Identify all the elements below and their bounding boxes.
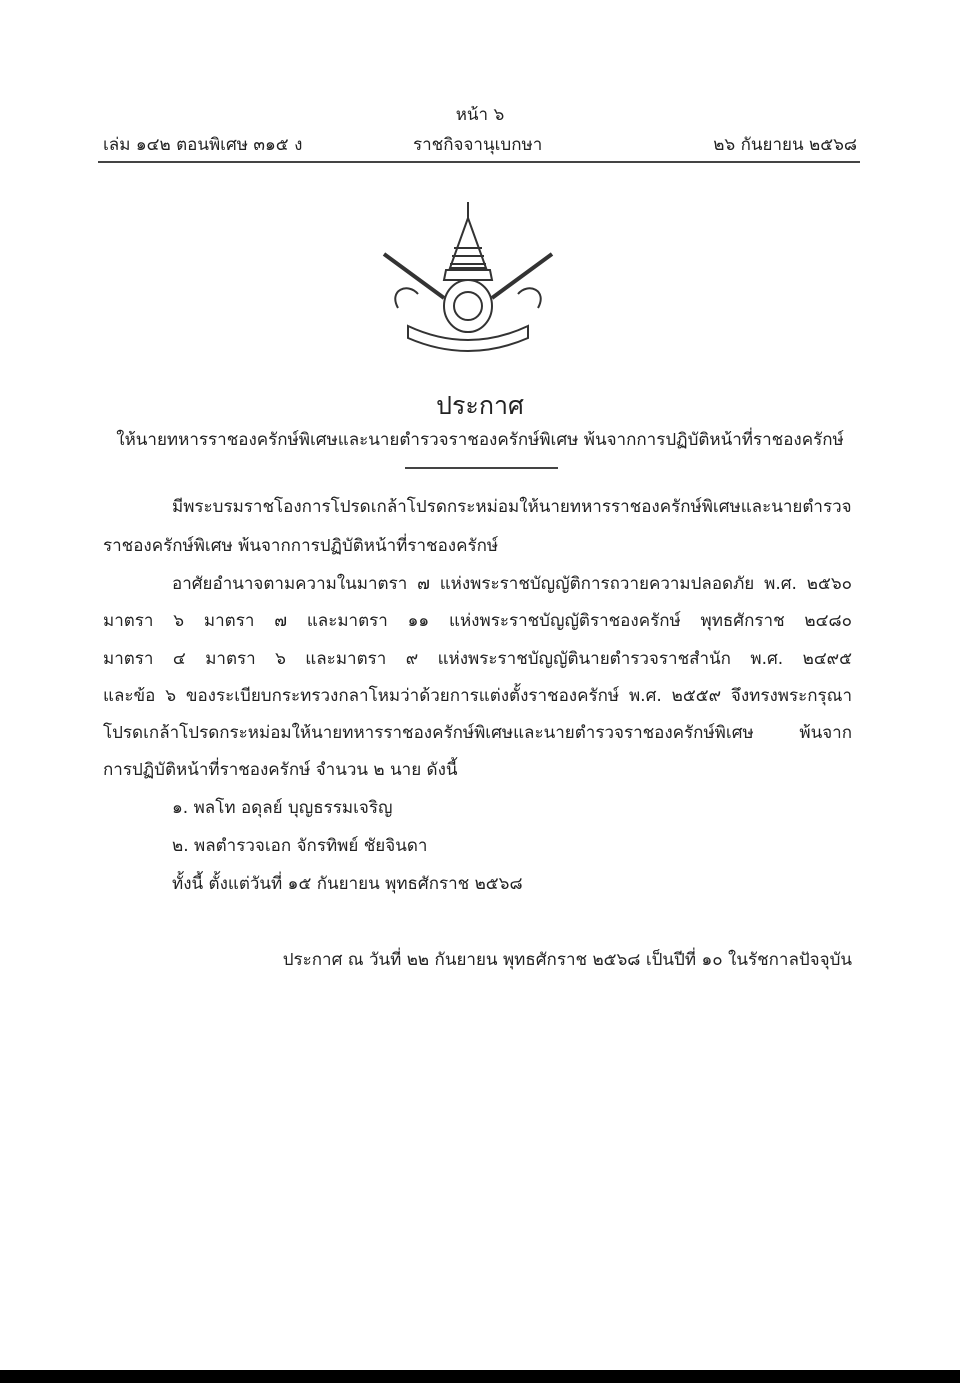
- publication-date: ๒๖ กันยายน ๒๕๖๘: [713, 135, 857, 155]
- paragraph-line: อาศัยอำนาจตามความในมาตรา ๗ แห่งพระราชบัญญัติการถวายความปลอดภัย พ.ศ. ๒๕๖๐: [172, 574, 852, 594]
- paragraph-line: โปรดเกล้าโปรดกระหม่อมให้นายทหารราชองครักษ์พิเศษและนายตำรวจราชองครักษ์พิเศษ พ้นจาก: [103, 723, 852, 743]
- announcement-title: ประกาศ: [436, 391, 524, 420]
- paragraph-line: มาตรา ๔ มาตรา ๖ และมาตรา ๙ แห่งพระราชบัญญัตินายตำรวจราชสำนัก พ.ศ. ๒๔๙๕: [103, 649, 852, 669]
- title-divider: [405, 467, 558, 469]
- publication-name: ราชกิจจานุเบกษา: [413, 135, 543, 155]
- paragraph-line: มีพระบรมราชโองการโปรดเกล้าโปรดกระหม่อมให้นายทหารราชองครักษ์พิเศษและนายตำรวจ: [172, 497, 852, 517]
- volume-issue: เล่ม ๑๔๒ ตอนพิเศษ ๓๑๕ ง: [103, 135, 303, 155]
- paragraph-line: และข้อ ๖ ของระเบียบกระทรวงกลาโหมว่าด้วยการแต่งตั้งราชองครักษ์ พ.ศ. ๒๕๕๙ จึงทรงพระกรุณา: [103, 686, 852, 706]
- effective-date: ทั้งนี้ ตั้งแต่วันที่ ๑๕ กันยายน พุทธศักราช ๒๕๖๘: [172, 874, 523, 894]
- header-divider: [98, 161, 860, 163]
- list-item: ๑. พลโท อดุลย์ บุญธรรมเจริญ: [172, 798, 393, 818]
- bottom-bar: [0, 1370, 960, 1383]
- page-number: หน้า ๖: [455, 105, 505, 125]
- paragraph-line: มาตรา ๖ มาตรา ๗ และมาตรา ๑๑ แห่งพระราชบัญญัติราชองครักษ์ พุทธศักราช ๒๔๘๐: [103, 611, 852, 631]
- royal-cypher-emblem-icon: [378, 198, 558, 356]
- paragraph-line: การปฏิบัติหน้าที่ราชองครักษ์ จำนวน ๒ นาย ดังนี้: [103, 760, 458, 780]
- announcement-subtitle: ให้นายทหารราชองครักษ์พิเศษและนายตำรวจราชองครักษ์พิเศษ พ้นจากการปฏิบัติหน้าที่ราชองครักษ์: [116, 430, 844, 450]
- list-item: ๒. พลตำรวจเอก จักรทิพย์ ชัยจินดา: [172, 836, 428, 856]
- paragraph-line: ราชองครักษ์พิเศษ พ้นจากการปฏิบัติหน้าที่ราชองครักษ์: [103, 536, 499, 556]
- closing-statement: ประกาศ ณ วันที่ ๒๒ กันยายน พุทธศักราช ๒๕๖๘ เป็นปีที่ ๑๐ ในรัชกาลปัจจุบัน: [282, 950, 852, 970]
